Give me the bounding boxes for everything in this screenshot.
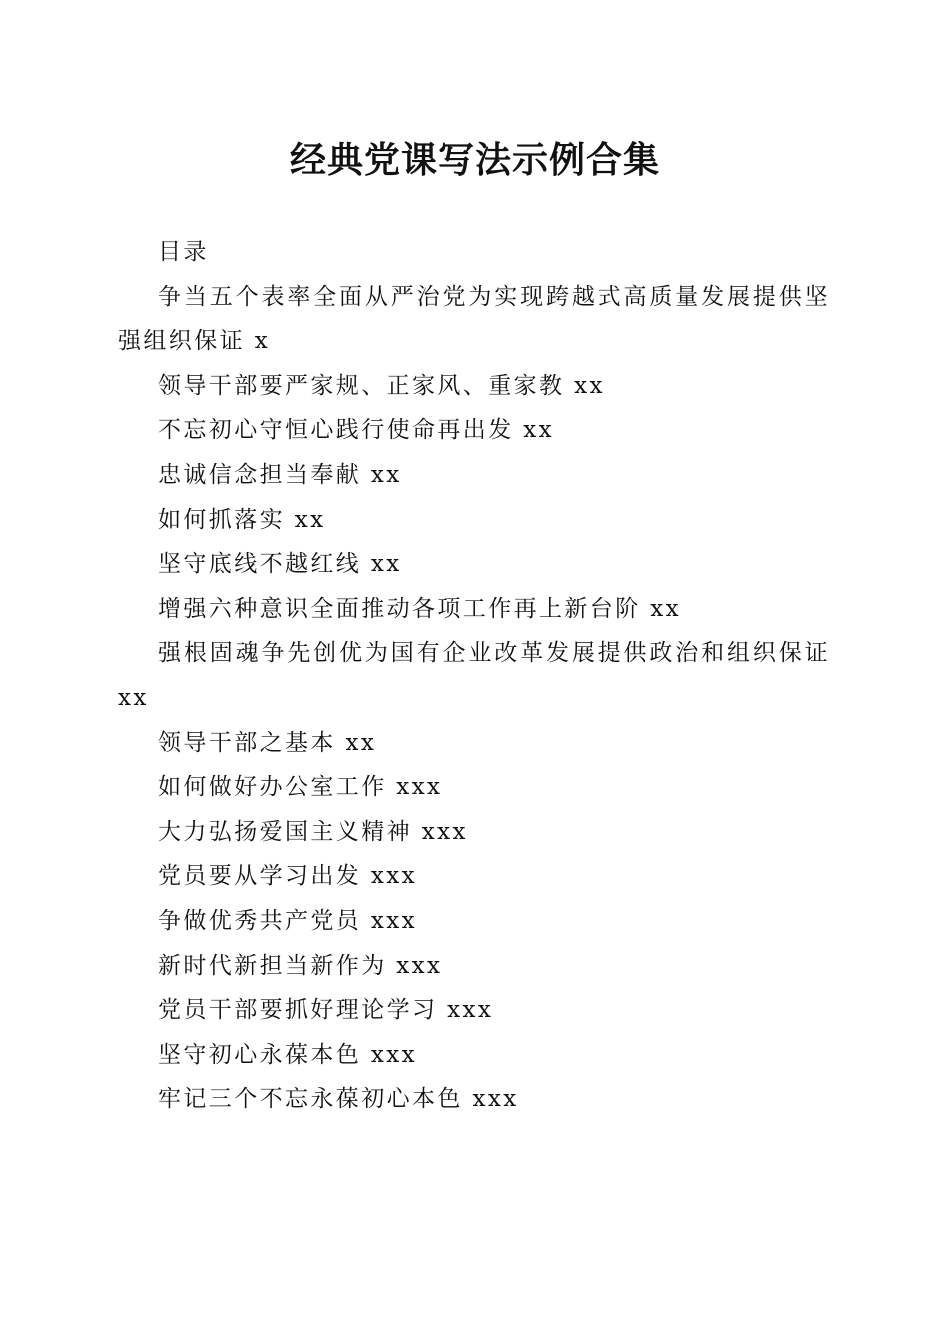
table-of-contents	[118, 230, 830, 1122]
toc-entry: 坚守初心永葆本色 xxx	[158, 1041, 418, 1068]
document-title: 经典党课写法示例合集	[289, 139, 660, 181]
toc-entry: 领导干部之基本 xx	[158, 729, 377, 756]
toc-entry: 不忘初心守恒心践行使命再出发 xx	[158, 417, 555, 444]
toc-entry: 党员干部要抓好理论学习 xxx	[158, 997, 494, 1024]
toc-entry: 如何抓落实 xx	[158, 506, 326, 533]
toc-entry: 坚守底线不越红线 xx	[158, 551, 402, 578]
toc-entry: 增强六种意识全面推动各项工作再上新台阶 xx	[158, 595, 682, 622]
toc-entry: 大力弘扬爱国主义精神 xxx	[158, 818, 468, 845]
toc-entry: 党员要从学习出发 xxx	[158, 863, 418, 890]
toc-heading: 目录	[158, 239, 209, 265]
toc-entry: 强根固魂争先创优为国有企业改革发展提供政治和组织保证 xx	[118, 640, 830, 711]
toc-entry: 争做优秀共产党员 xxx	[158, 907, 418, 934]
toc-entry: 忠诚信念担当奉献 xx	[158, 461, 402, 488]
toc-entry: 新时代新担当新作为 xxx	[158, 952, 443, 979]
toc-entry: 争当五个表率全面从严治党为实现跨越式高质量发展提供坚强组织保证 x	[118, 283, 830, 355]
toc-entry: 如何做好办公室工作 xxx	[158, 774, 443, 801]
toc-entry: 领导干部要严家规、正家风、重家教 xx	[158, 372, 605, 399]
toc-entry: 牢记三个不忘永葆初心本色 xxx	[158, 1086, 519, 1113]
